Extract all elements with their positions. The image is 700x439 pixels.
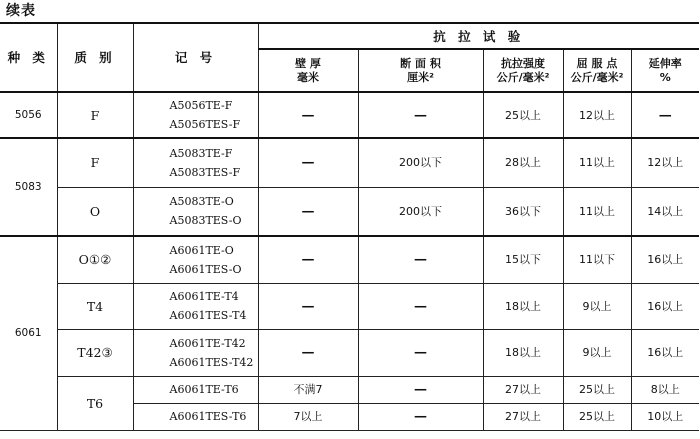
- temper-cell: T42③: [57, 329, 133, 376]
- header-elong-unit: %: [659, 70, 671, 84]
- header-area-label: 断 面 积: [400, 56, 441, 70]
- area-cell: —: [358, 329, 483, 376]
- wall-cell: 7以上: [258, 403, 358, 430]
- table-row: [0, 187, 699, 236]
- yield-cell: 11以上: [563, 187, 631, 236]
- area-cell: 200以下: [358, 187, 483, 236]
- area-cell: —: [358, 92, 483, 138]
- wall-cell: —: [258, 329, 358, 376]
- alloy-cell: 6061: [0, 236, 57, 430]
- table-row: [0, 329, 699, 376]
- code-cell: [133, 283, 258, 329]
- table-row: [0, 138, 699, 187]
- header-elong-label: 延伸率: [648, 56, 682, 70]
- tensile-cell: 36以下: [483, 187, 563, 236]
- elongation-cell: 16以上: [631, 329, 699, 376]
- elongation-cell: 16以上: [631, 283, 699, 329]
- code-cell: A6061TE-T6: [133, 376, 258, 403]
- alloy-cell: 5083: [0, 138, 57, 236]
- wall-cell: —: [258, 92, 358, 138]
- table-row: [0, 236, 699, 283]
- elongation-cell: —: [631, 92, 699, 138]
- code-line: A6061TES-T42: [169, 355, 254, 369]
- elongation-cell: 8以上: [631, 376, 699, 403]
- wall-cell: —: [258, 236, 358, 283]
- tensile-cell: 25以上: [483, 92, 563, 138]
- elongation-cell: 14以上: [631, 187, 699, 236]
- temper-cell: F: [57, 138, 133, 187]
- header-code: 记 号: [133, 23, 258, 92]
- code-line: A6061TE-O: [169, 243, 234, 257]
- header-tensile-unit: 公斤/毫米²: [496, 70, 550, 84]
- tensile-cell: 15以下: [483, 236, 563, 283]
- yield-cell: 12以上: [563, 92, 631, 138]
- wall-cell: —: [258, 283, 358, 329]
- code-line: A6061TES-T4: [169, 309, 247, 322]
- code-line: A5083TE-F: [169, 146, 233, 160]
- yield-cell: 25以上: [563, 376, 631, 403]
- header-tensile-test: 抗 拉 试 验: [258, 23, 699, 49]
- header-kind: 种 类: [0, 23, 57, 92]
- code-line: A6061TES-O: [169, 262, 242, 276]
- code-cell: [133, 329, 258, 376]
- elongation-cell: 16以上: [631, 236, 699, 283]
- wall-cell: —: [258, 187, 358, 236]
- area-cell: —: [358, 236, 483, 283]
- table-caption: 续表: [6, 3, 36, 19]
- area-cell: 200以下: [358, 138, 483, 187]
- area-cell: —: [358, 283, 483, 329]
- yield-cell: 9以上: [563, 283, 631, 329]
- area-cell: —: [358, 376, 483, 403]
- yield-cell: 25以上: [563, 403, 631, 430]
- code-cell: [133, 187, 258, 236]
- tensile-cell: 28以上: [483, 138, 563, 187]
- code-line: A5083TE-O: [169, 195, 234, 209]
- code-line: A5083TES-O: [169, 214, 242, 228]
- header-tensile-label: 抗拉强度: [501, 56, 545, 70]
- header-area-unit: 厘米²: [407, 70, 434, 84]
- code-cell: A6061TES-T6: [133, 403, 258, 430]
- temper-cell: T6: [57, 376, 133, 430]
- table-row: [0, 283, 699, 329]
- elongation-cell: 10以上: [631, 403, 699, 430]
- yield-cell: 11以上: [563, 138, 631, 187]
- header-wall-label: 壁 厚: [295, 56, 321, 70]
- code-cell: [133, 92, 258, 138]
- code-line: A5083TES-F: [169, 165, 241, 179]
- tensile-cell: 27以上: [483, 403, 563, 430]
- elongation-cell: 12以上: [631, 138, 699, 187]
- header-section-area: [358, 49, 483, 92]
- code-cell: [133, 236, 258, 283]
- alloy-cell: 5056: [0, 92, 57, 138]
- temper-cell: F: [57, 92, 133, 138]
- yield-cell: 9以上: [563, 329, 631, 376]
- code-line: A6061TE-T42: [169, 336, 246, 350]
- header-yield-unit: 公斤/毫米²: [570, 70, 624, 84]
- code-cell: [133, 138, 258, 187]
- wall-cell: 不满7: [258, 376, 358, 403]
- header-tensile-strength: [483, 49, 563, 92]
- tensile-test-table: [0, 22, 699, 431]
- header-yield-point: [563, 49, 631, 92]
- header-elongation: [631, 49, 699, 92]
- wall-cell: —: [258, 138, 358, 187]
- temper-cell: O: [57, 187, 133, 236]
- table-row: [0, 92, 699, 138]
- code-line: A6061TE-T4: [169, 290, 239, 303]
- code-line: A5056TES-F: [169, 118, 241, 131]
- code-line: A5056TE-F: [169, 99, 233, 112]
- tensile-cell: 18以上: [483, 283, 563, 329]
- header-temper: 质 别: [57, 23, 133, 92]
- table-row: [0, 376, 699, 403]
- tensile-cell: 18以上: [483, 329, 563, 376]
- tensile-cell: 27以上: [483, 376, 563, 403]
- header-wall-thickness: [258, 49, 358, 92]
- header-wall-unit: 毫米: [297, 70, 319, 84]
- yield-cell: 11以下: [563, 236, 631, 283]
- header-yield-label: 屈 服 点: [576, 56, 618, 70]
- temper-cell: O①②: [57, 236, 133, 283]
- temper-cell: T4: [57, 283, 133, 329]
- area-cell: —: [358, 403, 483, 430]
